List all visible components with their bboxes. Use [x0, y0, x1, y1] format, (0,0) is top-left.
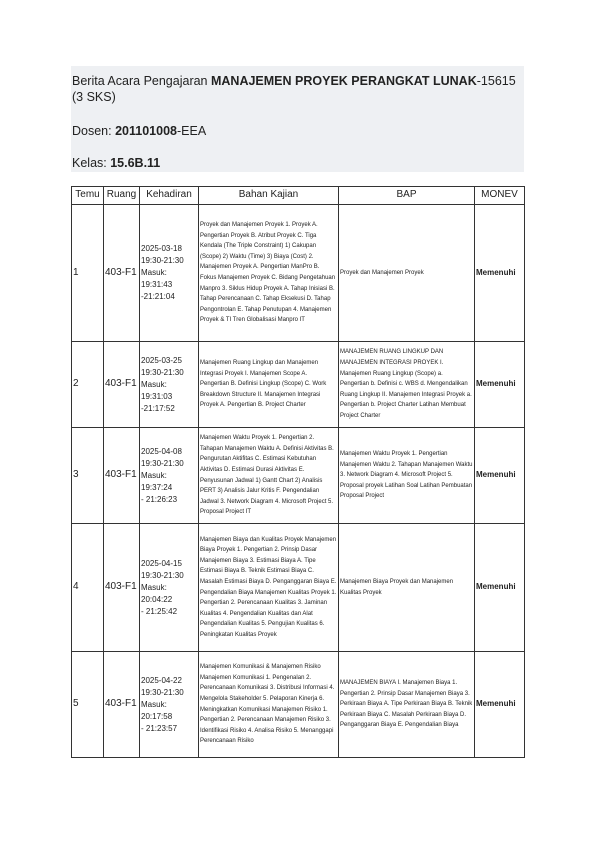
- keluar: - 21:26:23: [141, 494, 178, 504]
- monev-cell: Memenuhi: [475, 652, 525, 758]
- header-monev: MONEV: [475, 187, 525, 205]
- tanggal: 2025-04-22: [141, 675, 182, 685]
- jam: 19:30-21:30: [141, 367, 184, 377]
- kehadiran-cell: [140, 652, 199, 758]
- tanggal: 2025-03-25: [141, 355, 182, 365]
- table-row: [72, 205, 525, 342]
- monev-cell: Memenuhi: [475, 524, 525, 652]
- jam: 19:30-21:30: [141, 458, 184, 468]
- table-row: [72, 342, 525, 428]
- kelas-line: [72, 155, 160, 171]
- kelas-label: Kelas:: [72, 156, 111, 170]
- jam: 19:30-21:30: [141, 570, 184, 580]
- header-kehadiran: Kehadiran: [140, 187, 199, 205]
- masuk: Masuk: 20:17:58: [141, 699, 173, 721]
- kehadiran-cell: [140, 428, 199, 524]
- masuk: Masuk: 19:31:43: [141, 268, 173, 289]
- keluar: - 21:23:57: [141, 723, 178, 733]
- table-row: [72, 652, 525, 758]
- ruang-cell: 403-F1: [104, 205, 140, 342]
- monev-cell: Memenuhi: [475, 428, 525, 524]
- kehadiran-cell: [140, 342, 199, 428]
- temu-cell: 5: [72, 652, 104, 758]
- masuk: Masuk: 20:04:22: [141, 582, 173, 604]
- kehadiran-cell: [140, 524, 199, 652]
- bap-cell: Proyek dan Manajemen Proyek: [339, 205, 475, 342]
- dosen-line: [72, 123, 206, 139]
- bahan-cell: Manajemen Biaya dan Kualitas Proyek Manajemen Biaya Proyek 1. Pengertian 2. Prinsip Dasar Manajemen Biaya 3. Estimasi Biaya A. Tipe Estimasi Biaya B. Teknik Estimasi Biaya C. Masalah Estimasi Biaya D. Penganggaran Biaya E. Pengendalian Biaya Manajemen Kualitas Proyek 1. Pengertian 2. Perencanaan Kualitas 3. Jaminan Kualitas 4. Pengendalian Kualitas dan Alat Pengendalian Kualitas 5. Pengujian Kualitas 6. Peningkatan Kualitas Proyek: [199, 524, 339, 652]
- jam: 19:30-21:30: [141, 687, 184, 697]
- header-ruang: Ruang: [104, 187, 140, 205]
- dosen-id: 201101008: [115, 124, 177, 138]
- tanggal: 2025-04-08: [141, 446, 182, 456]
- keluar: -21:21:04: [141, 292, 175, 301]
- bap-cell: Manajemen Biaya Proyek dan Manajemen Kualitas Proyek: [339, 524, 475, 652]
- document-header: [71, 66, 524, 172]
- bap-cell: MANAJEMEN BIAYA I. Manajemen Biaya 1. Pengertian 2. Prinsip Dasar Manajemen Biaya 3. Perkiraan Biaya A. Tipe Perkiraan Biaya B. Teknik Perkiraan Biaya C. Masalah Perkiraan Biaya D. Penganggaran Biaya E. Pengendalian Biaya: [339, 652, 475, 758]
- ruang-cell: 403-F1: [104, 342, 140, 428]
- title-prefix: Berita Acara Pengajaran: [72, 74, 211, 88]
- header-temu: Temu: [72, 187, 104, 205]
- masuk: Masuk: 19:31:03: [141, 379, 173, 401]
- masuk: Masuk: 19:37:24: [141, 470, 173, 492]
- course-name: MANAJEMEN PROYEK PERANGKAT LUNAK: [210, 74, 477, 88]
- keluar: - 21:25:42: [141, 606, 178, 616]
- jam: 19:30-21:30: [141, 256, 184, 265]
- table-header-row: [72, 187, 525, 205]
- keluar: -21:17:52: [141, 403, 175, 413]
- ruang-cell: 403-F1: [104, 428, 140, 524]
- course-code: -15615 (3 SKS): [72, 74, 516, 104]
- tanggal: 2025-03-18: [141, 244, 182, 253]
- bap-cell: MANAJEMEN RUANG LINGKUP DAN MANAJEMEN INTEGRASI PROYEK I. Manajemen Ruang Lingkup (Scope) a. Pengertian b. Definisi c. WBS d. Mengendalikan Ruang Lingkup II. Manajemen Integrasi Proyek a. Pengertian b. Project Charter Latihan Membuat Project Charter: [339, 342, 475, 428]
- temu-cell: 3: [72, 428, 104, 524]
- bahan-cell: Manajemen Komunikasi & Manajemen Risiko Manajemen Komunikasi 1. Pengenalan 2. Perencanaan Komunikasi 3. Distribusi Informasi 4. Mengelola Stakeholder 5. Pelaporan Kinerja 6. Meningkatkan Komunikasi Manajemen Risiko 1. Pengertian 2. Perencanaan Manajemen Risiko 3. Identifikasi Risiko 4. Analisa Risiko 5. Menanggapi Perencanaan Risiko: [199, 652, 339, 758]
- header-bahan-kajian: Bahan Kajian: [199, 187, 339, 205]
- kehadiran-cell: [140, 205, 199, 342]
- bahan-cell: Manajemen Ruang Lingkup dan Manajemen Integrasi Proyek I. Manajemen Scope A. Pengertian B. Definisi Lingkup (Scope) C. Work Breakdown Structure II. Manajemen Integrasi Proyek A. Pengertian B. Project Charter: [199, 342, 339, 428]
- bahan-cell: Proyek dan Manajemen Proyek 1. Proyek A. Pengertian Proyek B. Atribut Proyek C. Tiga Kendala (The Triple Constraint) 1) Cakupan (Scope) 2) Waktu (Time) 3) Biaya (Cost) 2. Manajemen Proyek A. Pengertian ManPro B. Fokus Manajemen Proyek C. Bidang Pengetahuan Manpro 3. Siklus Hidup Proyek A. Tahap Inisiasi B. Tahap Perencanaan C. Tahap Eksekusi D. Tahap Pengontrolan E. Tahap Penutupan 4. Manajemen Proyek & TI Tren Globalisasi Manpro IT: [199, 205, 339, 342]
- document-title: [72, 73, 522, 105]
- monev-cell: Memenuhi: [475, 342, 525, 428]
- bap-cell: Manajemen Waktu Proyek 1. Pengertian Manajemen Waktu 2. Tahapan Manajemen Waktu 3. Network Diagram 4. Microsoft Project 5. Proposal proyek Latihan Soal Latihan Pembuatan Proposal Project: [339, 428, 475, 524]
- table-row: [72, 524, 525, 652]
- ruang-cell: 403-F1: [104, 652, 140, 758]
- dosen-suffix: -EEA: [176, 124, 207, 138]
- bahan-cell: Manajemen Waktu Proyek 1. Pengertian 2. Tahapan Manajemen Waktu A. Definisi Aktivitas B. Pengurutan Aktifitas C. Estimasi Kebutuhan Aktivitas D. Estimasi Durasi Aktivitas E. Penyusunan Jadwal 1) Gantt Chart 2) Analisis PERT 3) Analisis Jalur Kritis F. Pengendalian Jadwal 3. Network Diagram 4. Microsoft Project 5. Proposal Project IT: [199, 428, 339, 524]
- header-bap: BAP: [339, 187, 475, 205]
- temu-cell: 1: [72, 205, 104, 342]
- dosen-label: Dosen:: [72, 124, 116, 138]
- bap-table: [71, 186, 525, 758]
- temu-cell: 4: [72, 524, 104, 652]
- ruang-cell: 403-F1: [104, 524, 140, 652]
- temu-cell: 2: [72, 342, 104, 428]
- monev-cell: Memenuhi: [475, 205, 525, 342]
- table-row: [72, 428, 525, 524]
- tanggal: 2025-04-15: [141, 558, 182, 568]
- kelas-value: 15.6B.11: [110, 156, 161, 170]
